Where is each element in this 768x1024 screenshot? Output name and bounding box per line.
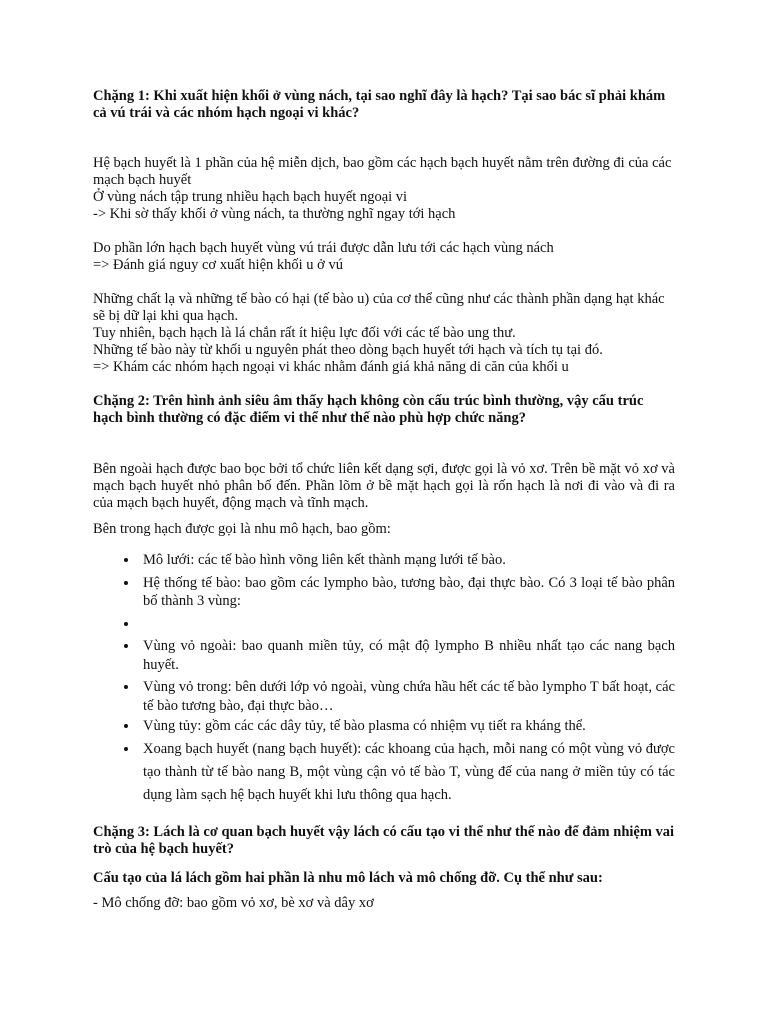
section-2-paragraph-1: Bên ngoài hạch được bao bọc bởi tổ chức liên kết dạng sợi, được gọi là vỏ xơ. Trên bề mặt vỏ xơ và mạch bạch huyết nhỏ phân bố đến. Phần lõm ở bề mặt hạch gọi là rốn hạch là nơi đi vào và đi ra của mạch bạch huyết, động mạch và tĩnh mạch. [93, 461, 675, 511]
list-item: • Vùng vỏ trong: bên dưới lớp vỏ ngoài, vùng chứa hầu hết các tế bào lympho T bất hoạt, các tế bào tương bào, đại thực bào… [139, 678, 675, 715]
section-3-heading: Chặng 3: Lách là cơ quan bạch huyết vậy lách có cấu tạo vi thể như thế nào để đảm nhiệm vai trò của hệ bạch huyết? [93, 823, 675, 857]
text-line: => Khám các nhóm hạch ngoại vi khác nhằm đánh giá khả năng di căn của khối u [93, 359, 569, 375]
list-item: • Hệ thống tế bào: bao gồm các lympho bào, tương bào, đại thực bào. Có 3 loại tế bào phân bố thành 3 vùng: [139, 574, 675, 611]
list-item: • Vùng vỏ ngoài: bao quanh miền tủy, có mật độ lympho B nhiều nhất tạo các nang bạch huyết. [139, 637, 675, 674]
text-line: Những chất lạ và những tế bào có hại (tế bào u) của cơ thể cũng như các thành phần dạng hạt khác sẽ bị dữ lại khi qua hạch. [93, 291, 665, 324]
section-1-heading: Chặng 1: Khi xuất hiện khối ở vùng nách, tại sao nghĩ đây là hạch? Tại sao bác sĩ phải khám cả vú trái và các nhóm hạch ngoại vi khác? [93, 88, 666, 121]
section-2-heading: Chặng 2: Trên hình ảnh siêu âm thấy hạch không còn cấu trúc bình thường, vậy cấu trúc hạch bình thường có đặc điểm vi thể như thế nào phù hợp chức năng? [93, 393, 644, 426]
section-2-paragraph-2: Bên trong hạch được gọi là nhu mô hạch, bao gồm: [93, 521, 391, 537]
list-item [139, 615, 675, 634]
list-item: • Mô lưới: các tế bào hình võng liên kết thành mạng lưới tế bào. [139, 551, 675, 570]
text-line: -> Khi sờ thấy khối ở vùng nách, ta thường nghĩ ngay tới hạch [93, 206, 456, 222]
section-1-paragraph-2 [93, 240, 675, 274]
list-item: • Vùng tủy: gồm các các dây tủy, tế bào plasma có nhiệm vụ tiết ra kháng thể. [139, 717, 675, 736]
structure-bullet-list [93, 551, 675, 807]
text-line: Hệ bạch huyết là 1 phần của hệ miễn dịch, bao gồm các hạch bạch huyết nằm trên đường đi của các mạch bạch huyết [93, 155, 672, 188]
section-1-paragraph-1 [93, 155, 675, 223]
text-line: Ở vùng nách tập trung nhiều hạch bạch huyết ngoại vi [93, 189, 408, 205]
text-line: Do phần lớn hạch bạch huyết vùng vú trái được dẫn lưu tới các hạch vùng nách [93, 240, 554, 256]
section-3-paragraph-1: - Mô chống đỡ: bao gồm vỏ xơ, bè xơ và dây xơ [93, 894, 374, 911]
list-item: • Xoang bạch huyết (nang bạch huyết): các khoang của hạch, mỗi nang có một vùng vỏ được tạo thành từ tế bào nang B, một vùng cận vỏ tế bào T, vùng đế của nang ở miền tủy có tác dụng làm sạch hệ bạch huyết khi lưu thông qua hạch. [139, 738, 675, 807]
section-1-paragraph-3 [93, 291, 675, 376]
text-line: => Đánh giá nguy cơ xuất hiện khối u ở vú [93, 257, 343, 273]
text-line: Tuy nhiên, bạch hạch là lá chắn rất ít hiệu lực đối với các tế bào ung thư. [93, 325, 516, 341]
text-line: Những tế bào này từ khối u nguyên phát theo dòng bạch huyết tới hạch và tích tụ tại đó. [93, 342, 603, 358]
section-3-subheading: Cấu tạo của lá lách gồm hai phần là nhu mô lách và mô chống đỡ. Cụ thể như sau: [93, 869, 603, 886]
